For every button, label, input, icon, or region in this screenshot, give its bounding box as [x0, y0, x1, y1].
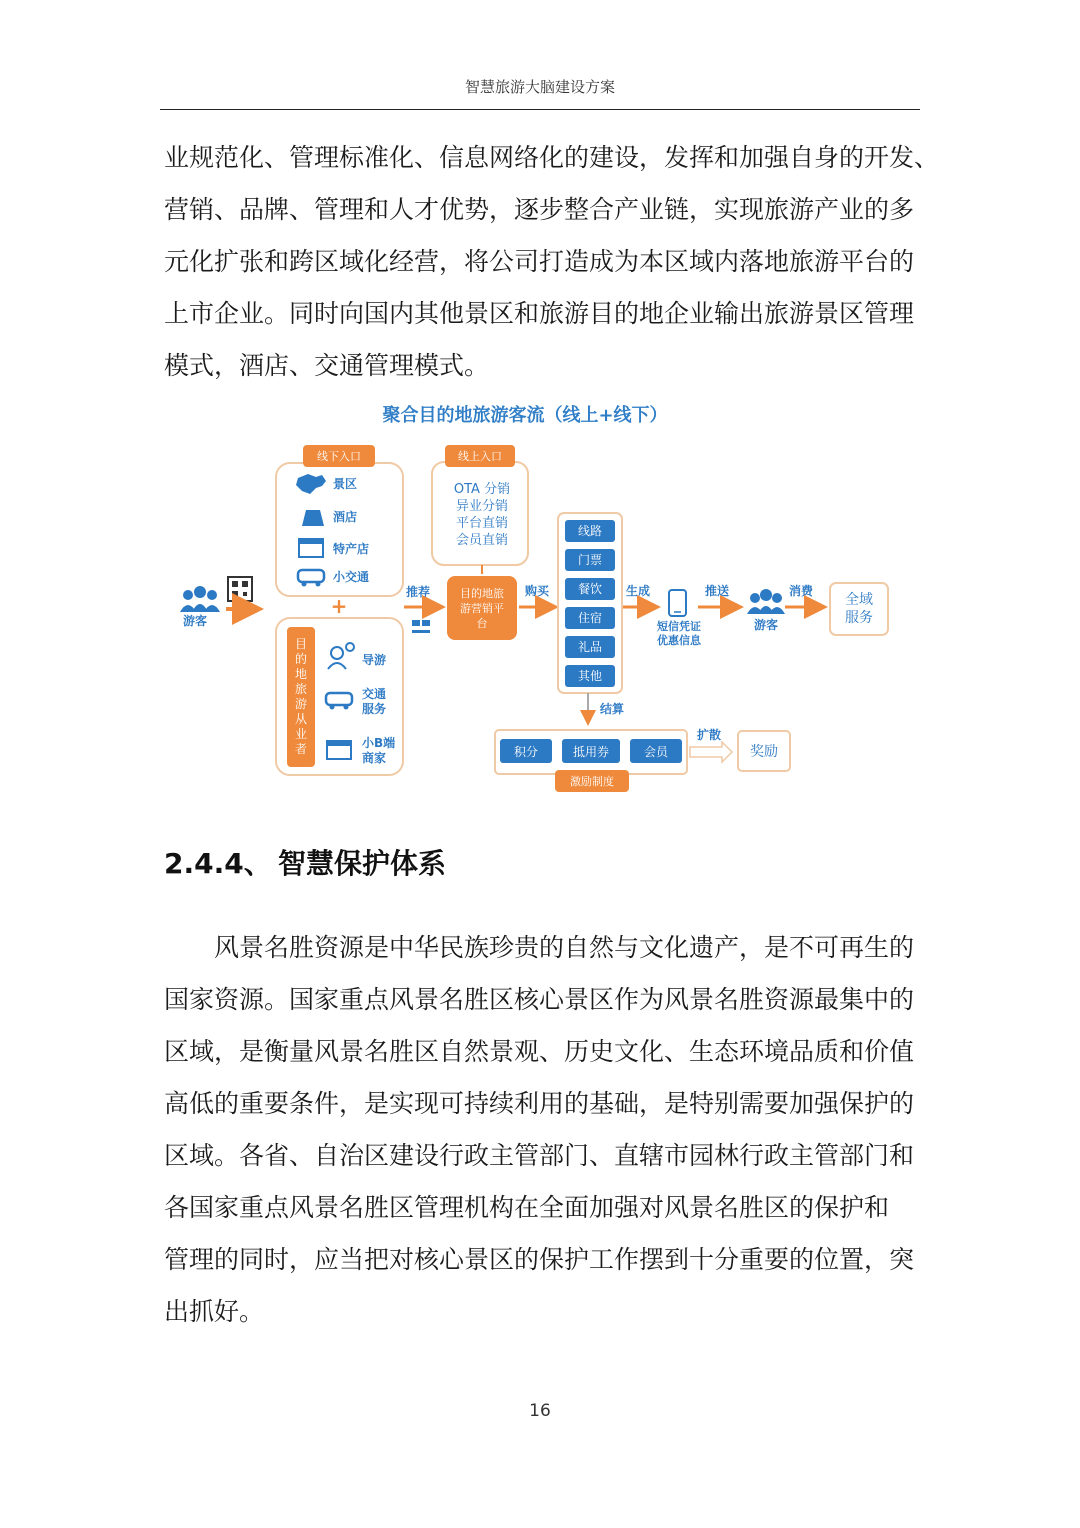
svg-text:游: 游 [294, 697, 308, 711]
tourist-icon-right [747, 589, 785, 614]
svg-text:短信凭证: 短信凭证 [657, 620, 701, 633]
svg-text:旅: 旅 [294, 682, 308, 696]
section-title: 智慧保护体系 [278, 847, 447, 880]
svg-text:地: 地 [294, 667, 308, 681]
paragraph-1 [164, 132, 940, 392]
paragraph-line: 营销、品牌、管理和人才优势，逐步整合产业链，实现旅游产业的多 [164, 195, 915, 224]
paragraph-line: 国家资源。国家重点风景名胜区核心景区作为风景名胜资源最集中的 [164, 985, 915, 1014]
product-item: 其他 [577, 669, 603, 683]
paragraph-line: 高低的重要条件，是实现可持续利用的基础，是特别需要加强保护的 [164, 1089, 915, 1118]
svg-text:OTA 分销: OTA 分销 [453, 482, 511, 497]
reward-label: 奖励 [750, 744, 778, 760]
paragraph-line: 区域，是衡量风景名胜区自然景观、历史文化、生态环境品质和价值 [164, 1037, 915, 1066]
tourist-icon-left [180, 586, 220, 612]
section-number: 2.4.4、 [164, 847, 272, 880]
product-item: 餐饮 [577, 582, 603, 596]
plus-sign: + [330, 594, 348, 618]
generate-label: 生成 [625, 584, 651, 598]
incentive-item: 会员 [643, 745, 669, 759]
svg-text:异业分销: 异业分销 [455, 499, 509, 514]
paragraph-line: 风景名胜资源是中华民族珍贵的自然与文化遗产，是不可再生的 [214, 933, 915, 962]
product-item: 住宿 [577, 611, 603, 625]
push-label: 推送 [704, 584, 730, 598]
offline-item: 特产店 [333, 542, 370, 556]
practitioner-item: 交通 [362, 687, 387, 701]
practitioner-item: 导游 [362, 653, 387, 667]
qr-code-icon [228, 577, 252, 601]
paragraph-2 [164, 922, 916, 1338]
practitioner-item: 商家 [362, 751, 387, 765]
paragraph-line: 上市企业。同时向国内其他景区和旅游目的地企业输出旅游景区管理 [164, 299, 915, 328]
paragraph-line: 业规范化、管理标准化、信息网络化的建设，发挥和加强自身的开发、 [164, 143, 940, 172]
page-header: 智慧旅游大脑建设方案 [464, 78, 615, 96]
tourist-right-label: 游客 [753, 618, 779, 632]
product-item: 门票 [577, 553, 603, 567]
paragraph-line: 模式，酒店、交通管理模式。 [164, 351, 490, 380]
offline-item: 小交通 [333, 570, 370, 584]
spread-label: 扩散 [696, 728, 722, 742]
svg-text:会员直销: 会员直销 [455, 533, 509, 548]
svg-text:台: 台 [476, 617, 488, 630]
practitioner-item: 服务 [362, 702, 387, 716]
offline-entry-label: 线下入口 [317, 450, 361, 463]
consume-label: 消费 [788, 584, 814, 598]
recommend-label: 推荐 [405, 585, 431, 599]
svg-text:优惠信息: 优惠信息 [657, 634, 701, 647]
svg-text:服务: 服务 [845, 610, 873, 626]
online-entry-label: 线上入口 [458, 450, 502, 463]
list-icon [412, 620, 430, 633]
service-box [830, 583, 888, 635]
paragraph-line: 元化扩张和跨区域化经营，将公司打造成为本区域内落地旅游平台的 [164, 247, 915, 276]
svg-text:者: 者 [294, 742, 308, 756]
product-item: 礼品 [577, 640, 603, 654]
header-rule [160, 109, 920, 110]
page-number: 16 [529, 1401, 551, 1421]
svg-text:全域: 全域 [845, 592, 873, 608]
svg-text:从: 从 [294, 712, 308, 726]
incentive-item: 抵用券 [572, 745, 610, 759]
svg-text:业: 业 [294, 727, 308, 741]
svg-text:目: 目 [294, 637, 308, 651]
svg-text:平台直销: 平台直销 [455, 516, 509, 531]
paragraph-line: 出抓好。 [164, 1297, 265, 1326]
sms-label [657, 619, 702, 647]
svg-text:目的地旅: 目的地旅 [460, 587, 504, 600]
svg-text:的: 的 [294, 652, 308, 666]
diagram-title: 聚合目的地旅游客流（线上+线下） [382, 405, 668, 426]
product-item: 线路 [577, 524, 603, 538]
settle-label: 结算 [599, 702, 625, 716]
paragraph-line: 各国家重点风景名胜区管理机构在全面加强对风景名胜区的保护和 [164, 1193, 890, 1222]
tourist-left-label: 游客 [182, 614, 208, 628]
incentive-item: 积分 [513, 745, 539, 759]
tourism-flow-diagram [0, 390, 1080, 810]
section-heading [164, 842, 446, 882]
offline-item: 景区 [333, 477, 358, 491]
practitioners-label [295, 637, 307, 756]
practitioner-item: 小B端 [362, 736, 396, 750]
paragraph-line: 管理的同时，应当把对核心景区的保护工作摆到十分重要的位置，突 [164, 1245, 915, 1274]
incentive-label: 激励制度 [570, 775, 614, 788]
purchase-label: 购买 [524, 584, 550, 598]
offline-item: 酒店 [333, 510, 358, 524]
svg-text:游营销平: 游营销平 [460, 602, 504, 615]
paragraph-line: 区域。各省、自治区建设行政主管部门、直辖市园林行政主管部门和 [164, 1141, 915, 1170]
